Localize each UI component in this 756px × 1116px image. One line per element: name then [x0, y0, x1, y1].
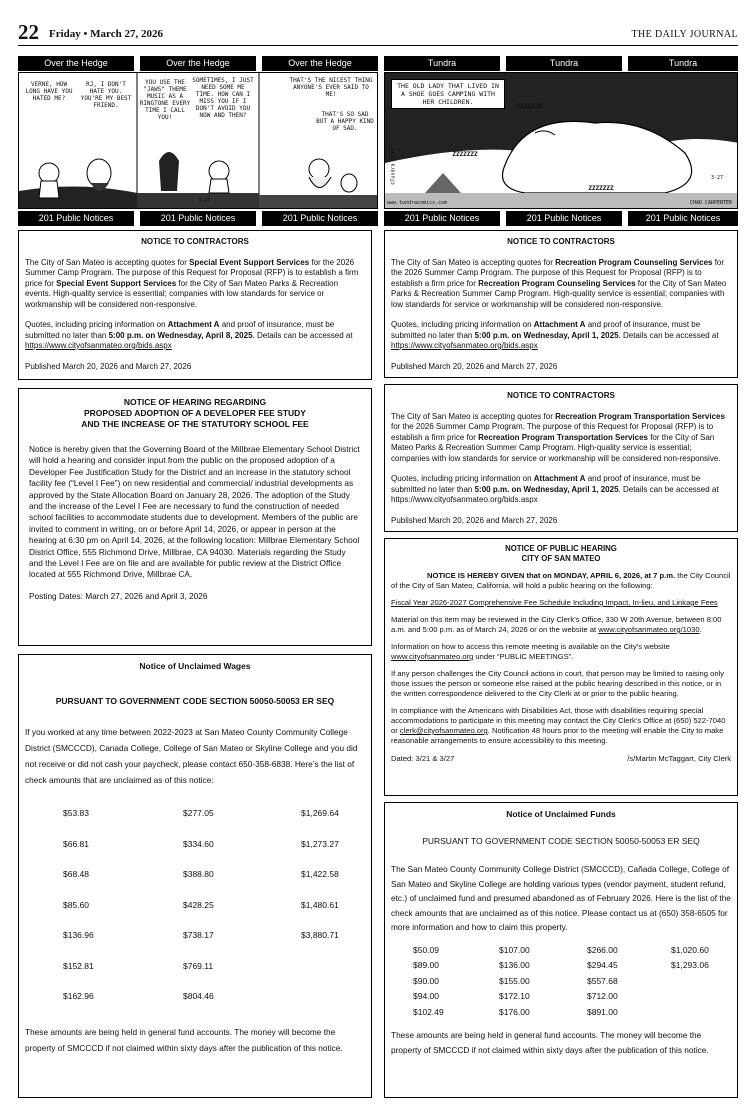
public-hearing-material: Material on this item may be reviewed in the City Clerk’s Office, 330 W 20th Avenue, between 8:00 a.m. and 5:00 p.m. as of March 24, 2026 or on the website at www.cityofsanmateo.org/1030.	[391, 615, 722, 634]
tundra-snore-1: ZZZZZZZ	[516, 103, 542, 110]
notice-deadline: Quotes, including pricing information on Attachment A and proof of insurance, must be submitted no later than 5:00 p.m. on Wednesday, April 1, 2025. Details can be accessed at https://www.cityofsanmateo.org/bids.aspx	[391, 320, 719, 350]
notice-public-hearing	[384, 538, 738, 796]
wages-subheading: PURSUANT TO GOVERNMENT CODE SECTION 50050-50053 ER SEQ	[55, 695, 335, 706]
tundra-url: www.tundracomics.com	[387, 200, 448, 206]
amount-cell: $172.10	[499, 991, 530, 1001]
amount-cell: $1,480.61	[301, 899, 339, 910]
notice-deadline: Quotes, including pricing information on Attachment A and proof of insurance, must be submitted no later than 5:00 p.m. on Wednesday, April 8, 2025. Details can be accessed at https://www.cityofsanmateo.org/bids.aspx	[25, 320, 353, 350]
notice-published: Published March 20, 2026 and March 27, 2026	[391, 361, 558, 371]
clerk-email-link[interactable]: clerk@cityofsanmateo.org	[399, 726, 488, 735]
bids-link[interactable]: https://www.cityofsanmateo.org/bids.aspx	[391, 495, 538, 504]
strip-title-hedge-3: Over the Hedge	[262, 56, 378, 71]
funds-subheading: PURSUANT TO GOVERNMENT CODE SECTION 50050-50053 ER SEQ	[422, 835, 700, 846]
section-bar-5: 201 Public Notices	[506, 211, 622, 226]
strip-title-tundra-1: Tundra	[384, 56, 500, 71]
amount-cell: $176.00	[499, 1006, 530, 1017]
amount-cell: $712.00	[587, 991, 618, 1001]
public-hearing-signed: /s/Martin McTaggart, City Clerk	[627, 754, 731, 763]
bids-link[interactable]: https://www.cityofsanmateo.org/bids.aspx	[391, 341, 538, 350]
notice-special-event	[18, 230, 372, 380]
section-bar-4: 201 Public Notices	[384, 211, 500, 226]
amount-cell: $1,422.58	[301, 869, 339, 879]
notice-body: The City of San Mateo is accepting quotes for Special Event Support Services for the 2026 Summer Camp Program. The purpose of this Request for Proposal (RFP) is to establish a firm price for Special Event Support Services for the City of San Mateo Parks & Recreation events. High-quality service is essential; companies with low standards for service or workmanship will be considered non-responsive.	[25, 257, 359, 309]
amount-cell: $1,020.60	[671, 944, 709, 955]
public-hearing-signoff	[391, 754, 731, 764]
amount-cell: $1,269.64	[301, 808, 339, 818]
notice-body: The City of San Mateo is accepting quotes for Recreation Program Transportation Services for the 2026 Summer Camp Program. The purpose of this Request for Proposal (RFP) is to establish a firm price for Recreation Program Transportation Services for the City of San Mateo Parks & Recreation Summer Camp Program. High-quality service is essential; companies with low standards for service or workmanship will be considered non-responsive.	[391, 411, 725, 463]
strip-title-tundra-3: Tundra	[628, 56, 738, 71]
material-link[interactable]: www.cityofsanmateo.org/1030	[598, 625, 700, 634]
amount-cell	[671, 976, 738, 992]
wages-footer: These amounts are being held in general fund accounts. The money will become the property of SMCCCD if not claimed within sixty days after the publication of this notice.	[25, 1026, 343, 1053]
public-hearing-subject: Fiscal Year 2026-2027 Comprehensive Fee Schedule Including Impact, In-lieu, and Linkage Fees	[391, 598, 718, 607]
amount-cell: $769.11	[183, 960, 214, 971]
public-hearing-remote: Information on how to access this remote meeting is available on the City’s website www.cityofsanmateo.org under “PUBLIC MEETINGS”.	[391, 642, 670, 661]
hearing-heading-1: NOTICE OF HEARING REGARDING	[123, 397, 267, 407]
amount-cell: $90.00	[413, 975, 439, 986]
section-bar-1: 201 Public Notices	[18, 211, 134, 226]
page-date: Friday • March 27, 2026	[49, 28, 163, 40]
hedge-bubble-1b: RJ, I DON'T HATE YOU. YOU'RE MY BEST FRIEND.	[80, 81, 132, 109]
amount-cell: $107.00	[499, 944, 530, 955]
amount-cell: $266.00	[587, 944, 618, 955]
public-hearing-dated: Dated: 3/21 & 3/27	[391, 754, 455, 763]
amount-cell: $557.68	[587, 975, 618, 986]
amount-cell: $162.96	[63, 991, 94, 1001]
amount-cell: $68.48	[63, 869, 89, 879]
notice-published: Published March 20, 2026 and March 27, 2026	[391, 515, 558, 525]
amount-cell: $388.80	[183, 869, 214, 879]
amount-cell: $136.96	[63, 930, 94, 940]
amount-cell: $3,880.71	[301, 930, 339, 940]
over-the-hedge-comic	[18, 72, 378, 209]
section-bar-3: 201 Public Notices	[262, 211, 378, 226]
masthead	[18, 22, 738, 46]
hearing-posting: Posting Dates: March 27, 2026 and April 3, 2026	[29, 590, 208, 601]
city-website-link[interactable]: www.cityofsanmateo.org	[391, 652, 474, 661]
tundra-comic	[384, 72, 738, 209]
tundra-copyright: ©Tundra 2026	[390, 148, 397, 185]
section-bar-2: 201 Public Notices	[140, 211, 256, 226]
public-hearing-intro: NOTICE IS HEREBY GIVEN that on MONDAY, APRIL 6, 2026, at 7 p.m. the City Council of the City of San Mateo, California, will hold a public hearing on the following:	[391, 571, 731, 590]
amount-cell	[301, 991, 372, 1022]
public-hearing-challenge: If any person challenges the City Council actions in court, that person may be limited to raising only those issues the person or someone else raised at the public hearing described in this notice, or in the written correspondence delivered to the City Clerk at or prior to the public hearing.	[391, 669, 725, 698]
amount-cell: $1,293.06	[671, 960, 709, 970]
amount-cell: $136.00	[499, 960, 530, 970]
notice-counseling	[384, 230, 738, 378]
strip-title-tundra-2: Tundra	[506, 56, 622, 71]
hearing-heading-2: PROPOSED ADOPTION OF A DEVELOPER FEE STUDY	[84, 408, 306, 418]
hearing-body: Notice is hereby given that the Governing Board of the Millbrae Elementary School District will hold a hearing and consider input from the public on the proposed adoption of a Developer Fee Justification Study for the District and an increase in the statutory school facility fee (“Level I Fee”) on new residential and commercial/ industrial developments as approved by the State Allocation Board on January 28, 2026. The adoption of the Study and the increase of the Level I Fee are necessary to fund the construction of needed school facilities to accommodate students due to development. Members of the public are invited to comment in writing, on or before April 14, 2026, or appear in person at the hearing at 6:30 pm on April 14, 2026, at the following location: Millbrae Elementary School District Office, 555 Richmond Drive, Millbrae, CA 94030. Materials regarding the Study and the Level I Fee are on file and are available for public review at the District Office located at 555 Richmond Drive, Millbrae CA.	[29, 444, 360, 580]
strip-title-hedge-1: Over the Hedge	[18, 56, 134, 71]
page-number: 22	[18, 20, 39, 44]
hearing-heading-3: AND THE INCREASE OF THE STATUTORY SCHOOL FEE	[81, 419, 309, 429]
wages-heading: Notice of Unclaimed Wages	[139, 661, 251, 671]
tundra-snore-2: ZZZZZZZ	[452, 151, 478, 158]
amount-cell: $738.17	[183, 930, 214, 940]
notice-published: Published March 20, 2026 and March 27, 2026	[25, 361, 192, 371]
amount-cell: $1,273.27	[301, 838, 339, 849]
hedge-bubble-2a: YOU USE THE "JAWS" THEME MUSIC AS A RINGTONE EVERY TIME I CALL YOU!	[139, 79, 191, 121]
tundra-signature: CHAD CARPENTER	[689, 200, 733, 206]
amount-cell: $53.83	[63, 808, 89, 818]
hedge-date-mark: 3-27	[197, 198, 211, 204]
amount-cell: $94.00	[413, 991, 439, 1001]
amount-cell	[301, 961, 372, 992]
amount-cell: $152.81	[63, 960, 94, 971]
amount-cell	[671, 1007, 738, 1023]
hedge-bubble-1a: VERNE, HOW LONG HAVE YOU HATED ME?	[25, 81, 73, 102]
amount-cell: $89.00	[413, 960, 439, 970]
tundra-date-mark: 3-27	[710, 175, 724, 181]
public-hearing-ada: In compliance with the Americans with Disabilities Act, those with disabilities requiring special accommodations to participate in this meeting may contact the City Clerk’s Office at (650) 522-7040 or clerk@cityofsanmateo.org. Notification 48 hours prior to the meeting will enable the City to make reasonable arrangements to ensure accessibility to this meeting.	[391, 706, 726, 745]
amount-cell: $155.00	[499, 975, 530, 986]
notice-hearing-fee	[18, 388, 372, 646]
tundra-snore-3: ZZZZZZZ	[588, 185, 614, 192]
hedge-bubble-2b: SOMETIMES, I JUST NEED SOME ME TIME. HOW CAN I MISS YOU IF I DON'T AVOID YOU NOW AND THEN?	[192, 77, 254, 119]
amount-cell: $294.45	[587, 960, 618, 970]
amount-cell: $85.60	[63, 899, 89, 910]
notice-unclaimed-funds	[384, 802, 738, 1098]
strip-title-hedge-2: Over the Hedge	[140, 56, 256, 71]
section-bar-6: 201 Public Notices	[628, 211, 738, 226]
notice-deadline: Quotes, including pricing information on Attachment A and proof of insurance, must be submitted no later than 5:00 p.m. on Wednesday, April 1, 2025. Details can be accessed at https://www.cityofsanmateo.org/bids.aspx	[391, 474, 719, 504]
amount-cell: $102.49	[413, 1006, 444, 1017]
amount-cell: $891.00	[587, 1006, 618, 1017]
amount-cell: $334.60	[183, 838, 214, 849]
paper-name: THE DAILY JOURNAL	[631, 29, 738, 40]
notice-heading: NOTICE TO CONTRACTORS	[507, 237, 615, 246]
amount-cell: $277.05	[183, 808, 214, 818]
notice-heading: NOTICE TO CONTRACTORS	[507, 391, 615, 400]
wages-amounts	[25, 808, 365, 1022]
public-hearing-heading-2: CITY OF SAN MATEO	[521, 554, 601, 563]
hedge-bubble-3a: THAT'S THE NICEST THING ANYONE'S EVER SAID TO ME!	[289, 77, 373, 98]
notice-unclaimed-wages	[18, 654, 372, 1098]
public-hearing-heading-1: NOTICE OF PUBLIC HEARING	[505, 544, 617, 553]
wages-body: If you worked at any time between 2022-2023 at San Mateo County Community College District (SMCCCD), Canada College, College of San Mateo or Skyline College and you did not receive or did not cash your paycheck, please contact 650-358-6838. Here’s the list of check amounts that are unclaimed as of this notice:	[25, 727, 358, 785]
bids-link[interactable]: https://www.cityofsanmateo.org/bids.aspx	[25, 341, 172, 350]
amount-cell: $66.81	[63, 838, 89, 849]
funds-heading: Notice of Unclaimed Funds	[506, 809, 616, 819]
tundra-caption: THE OLD LADY THAT LIVED IN A SHOE GOES CAMPING WITH HER CHILDREN.	[391, 79, 505, 109]
hedge-bubble-3b: THAT'S SO SAD BUT A HAPPY KIND OF SAD.	[316, 111, 374, 132]
funds-footer: These amounts are being held in general fund accounts. The money will become the property of SMCCCD if not claimed within sixty days after the publication of this notice.	[391, 1030, 709, 1055]
funds-amounts	[391, 945, 731, 1023]
funds-body: The San Mateo County Community College District (SMCCCD), Cañada College, College of San Mateo and Skyline College are holding various types (vendor payment, student refund, etc.) of unclaimed fund and presumed abandoned as of February 2026. Here is the list of the check amounts that are unclaimed as of this notice. Please contact us at (650) 358-6505 for more information and how to claim this property.	[391, 864, 731, 932]
notice-heading: NOTICE TO CONTRACTORS	[141, 237, 249, 246]
amount-cell: $50.09	[413, 944, 439, 955]
amount-cell: $804.46	[183, 991, 214, 1001]
amount-cell	[671, 991, 738, 1007]
notice-transportation	[384, 384, 738, 532]
notice-body: The City of San Mateo is accepting quotes for Recreation Program Counseling Services for the 2026 Summer Camp Program. The purpose of this Request for Proposal (RFP) is to establish a firm price for Recreation Program Counseling Services for the City of San Mateo Parks & Recreation Summer Camp Program. High-quality service is essential; companies with low standards for service or workmanship will be considered non-responsive.	[391, 257, 727, 309]
amount-cell: $428.25	[183, 899, 214, 910]
